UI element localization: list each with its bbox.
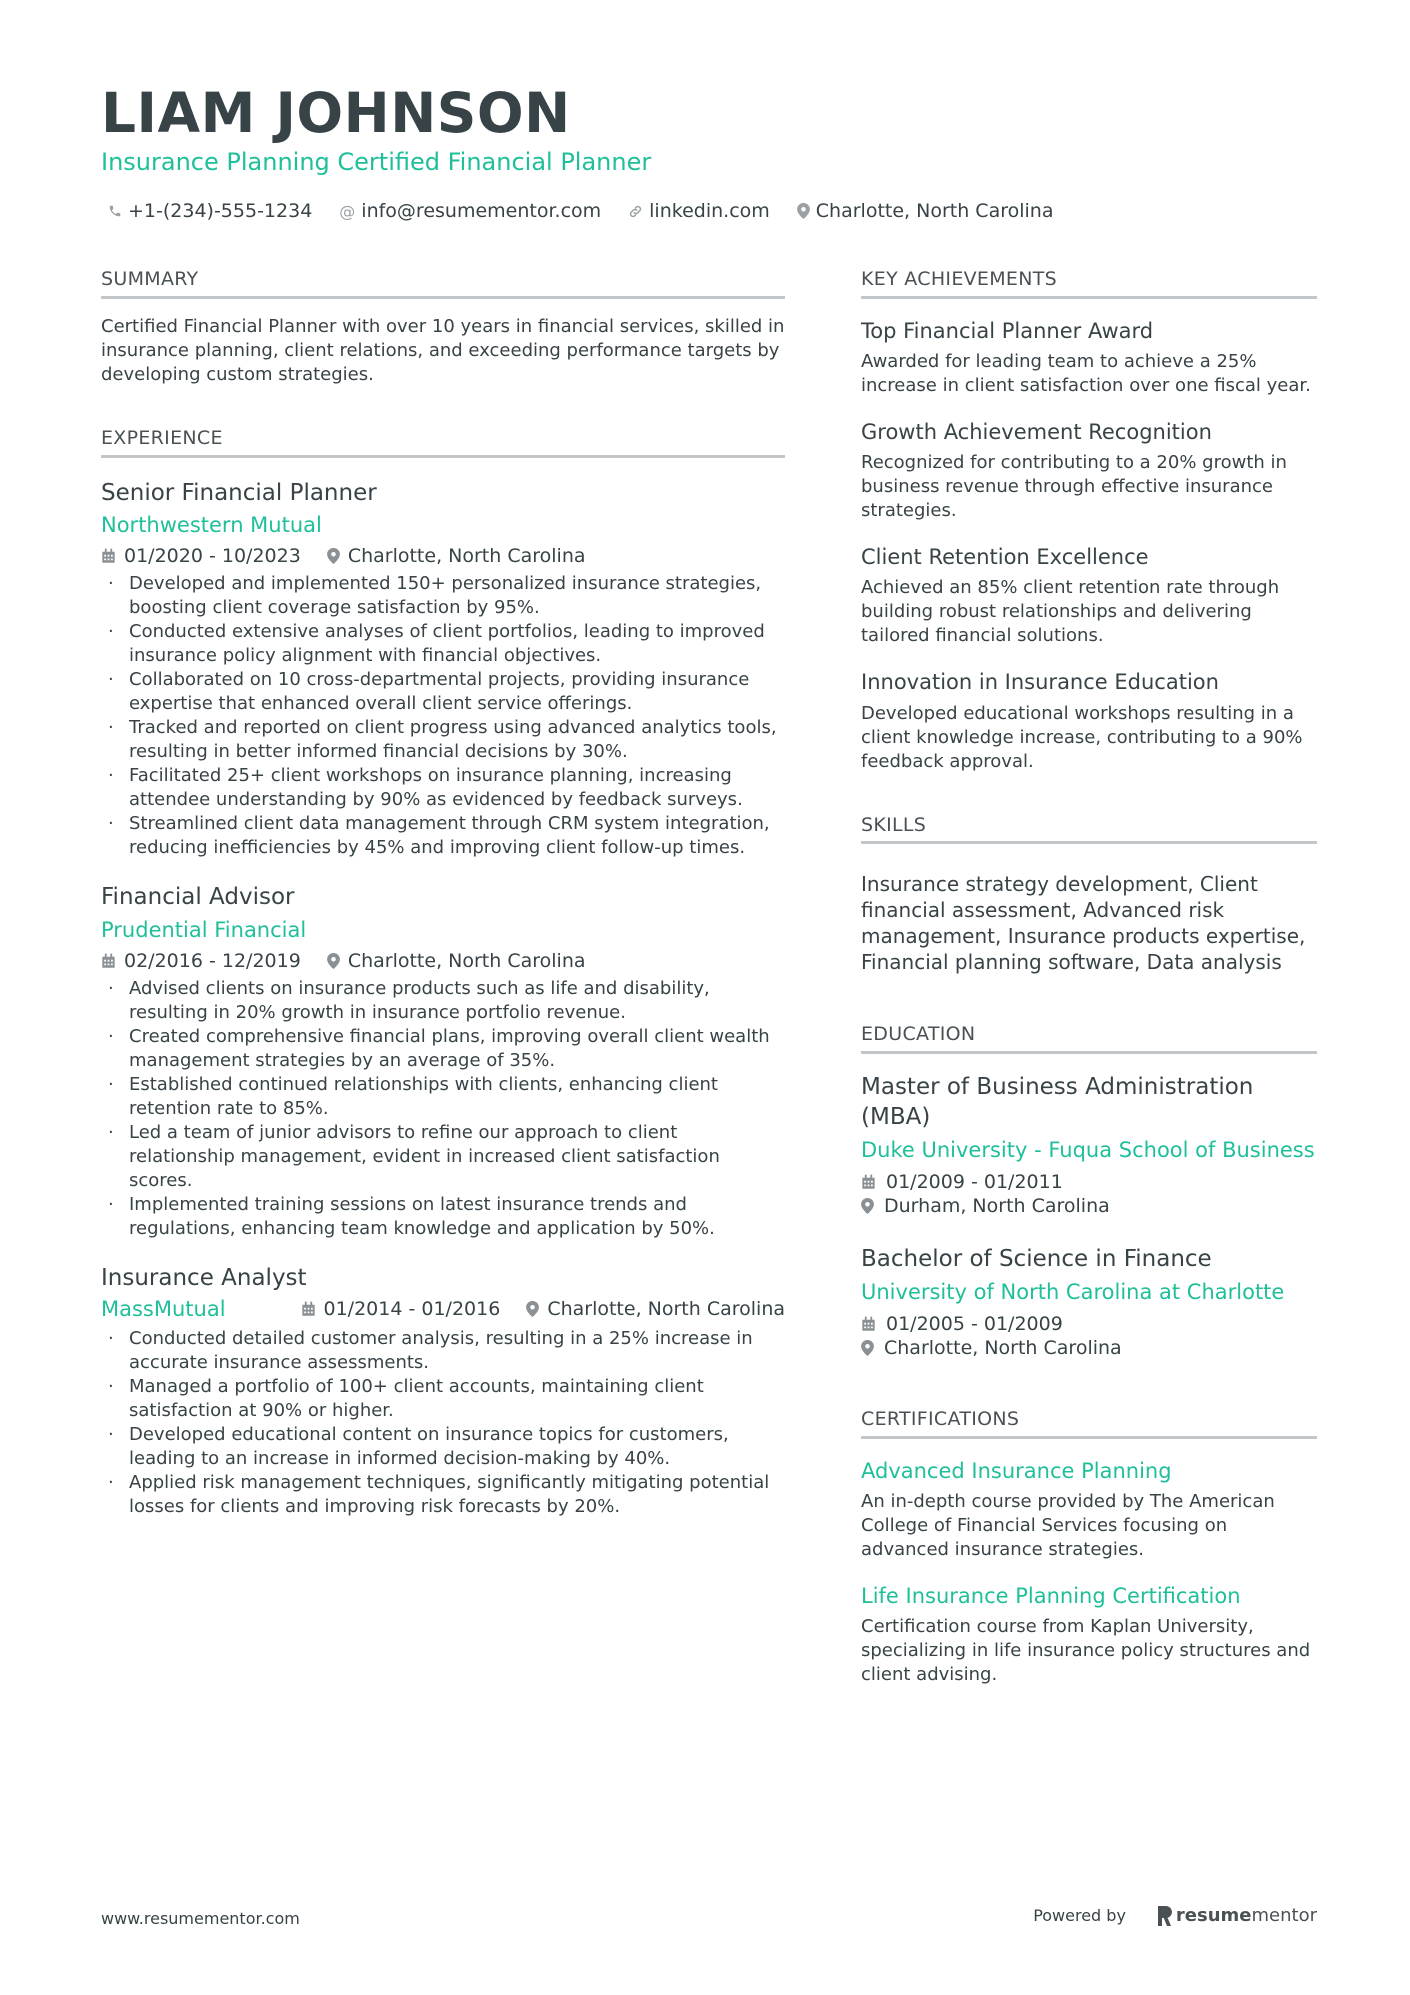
achievement-title: Growth Achievement Recognition [861,419,1212,444]
education-location: Durham, North Carolina [884,1195,1110,1218]
job-dates [101,545,301,567]
contact-location [797,200,1054,222]
job-location-text: Charlotte, North Carolina [347,950,586,973]
summary-section [101,268,785,387]
job-location [327,950,586,972]
job-dates-text: 01/2014 - 01/2016 [323,1298,501,1321]
brand-bold: resume [1175,1905,1252,1926]
list-item: · Conducted extensive analyses of client portfolios, leading to improved insurance policy alignment with financial objectives. [101,620,785,668]
achievement-item [861,319,1317,398]
job-location-text: Charlotte, North Carolina [347,545,586,568]
education-degree: Bachelor of Science in Finance [861,1246,1212,1273]
education-dates: 01/2009 - 01/2011 [886,1171,1063,1194]
list-item: · Facilitated 25+ client workshops on insurance planning, increasing attendee understanding by 90% as evidenced by feedback surveys. [101,764,785,812]
job-dates [301,1298,501,1320]
certification-title: Advanced Insurance Planning [861,1458,1172,1483]
summary-heading: SUMMARY [101,268,785,299]
phone-icon [108,204,122,218]
education-item [861,1072,1317,1218]
calendar-icon [861,1174,876,1190]
skills-heading: SKILLS [861,814,1317,845]
job-location [526,1298,785,1320]
job-location [327,545,586,567]
link-icon [628,204,643,219]
certifications-section [861,1408,1317,1687]
list-item: · Applied risk management techniques, significantly mitigating potential losses for clients and improving risk forecasts by 20%. [101,1471,785,1519]
calendar-icon [101,548,116,564]
achievement-item [861,670,1317,773]
job-meta [301,1298,786,1320]
education-location: Charlotte, North Carolina [884,1337,1122,1360]
job-meta [101,950,785,972]
list-item: · Developed and implemented 150+ personalized insurance strategies, boosting client coverage satisfaction by 95%. [101,572,785,620]
brand-logo-icon [1156,1906,1172,1926]
education-section [861,1023,1317,1360]
education-item [861,1244,1317,1360]
contact-bar [108,200,1080,222]
contact-linkedin-text: linkedin.com [649,200,770,222]
brand-logo[interactable] [1156,1905,1317,1926]
candidate-name: LIAM JOHNSON [101,81,571,145]
list-item: · Implemented training sessions on latest insurance trends and regulations, enhancing team knowledge and application by 50%. [101,1193,785,1241]
achievement-desc: Developed educational workshops resulting in a client knowledge increase, contributing to a 90% feedback approval. [861,702,1303,772]
job-entry [101,884,785,1241]
education-meta [861,1312,1317,1360]
job-dates [101,950,301,972]
education-school: Duke University - Fuqua School of Business [861,1138,1315,1163]
skills-text: Insurance strategy development, Client financial assessment, Advanced risk management, Insurance products expertise, Financial planning software, Data analysis [861,872,1306,975]
list-item: · Advised clients on insurance products such as life and disability, resulting in 20% growth in insurance portfolio revenue. [101,977,785,1025]
job-title: Financial Advisor [101,884,295,911]
job-entry [101,1265,785,1519]
calendar-icon [101,953,116,969]
achievement-title: Client Retention Excellence [861,545,1149,570]
list-item: · Conducted detailed customer analysis, resulting in a 25% increase in accurate insurance assessments. [101,1327,785,1375]
job-bullets [101,977,785,1241]
achievement-item [861,545,1317,648]
location-pin-icon [327,548,340,564]
location-pin-icon [861,1340,874,1356]
job-location-text: Charlotte, North Carolina [547,1298,785,1321]
contact-email-text: info@resumementor.com [361,200,602,222]
experience-heading: EXPERIENCE [101,427,785,458]
calendar-icon [861,1316,876,1332]
list-item: · Tracked and reported on client progress using advanced analytics tools, resulting in better informed financial decisions by 30%. [101,716,785,764]
footer-brand [1033,1905,1317,1926]
location-pin-icon [797,203,810,219]
contact-email[interactable] [339,200,601,222]
job-meta [101,545,785,567]
job-company: Northwestern Mutual [101,513,322,538]
job-company: MassMutual [101,1296,226,1321]
job-title: Insurance Analyst [101,1265,307,1292]
achievements-section [861,268,1317,774]
experience-section [101,427,785,1519]
list-item: · Developed educational content on insurance topics for customers, leading to an increase in informed decision-making by 40%. [101,1423,785,1471]
job-bullets [101,572,785,860]
list-item: · Created comprehensive financial plans, improving overall client wealth management strategies by an average of 35%. [101,1025,785,1073]
candidate-title: Insurance Planning Certified Financial Planner [101,148,652,176]
achievement-desc: Recognized for contributing to a 20% growth in business revenue through effective insurance strategies. [861,452,1287,522]
list-item: · Streamlined client data management through CRM system integration, reducing inefficiencies by 45% and improving client follow-up times. [101,812,785,860]
achievement-title: Top Financial Planner Award [861,318,1154,343]
certifications-heading: CERTIFICATIONS [861,1408,1317,1439]
education-heading: EDUCATION [861,1023,1317,1054]
job-title: Senior Financial Planner [101,479,377,506]
education-degree: Master of Business Administration (MBA) [861,1074,1254,1131]
certification-desc: An in-depth course provided by The American College of Financial Services focusing on advanced insurance strategies. [861,1491,1275,1561]
list-item: · Established continued relationships with clients, enhancing client retention rate to 85%. [101,1073,785,1121]
achievement-desc: Achieved an 85% client retention rate through building robust relationships and delivering tailored financial solutions. [861,577,1280,647]
contact-phone-text: +1-(234)-555-1234 [128,200,313,222]
calendar-icon [301,1301,316,1317]
location-pin-icon [327,953,340,969]
summary-text: Certified Financial Planner with over 10 years in financial services, skilled in insurance planning, client relations, and exceeding performance targets by developing custom strategies. [101,315,785,385]
education-school: University of North Carolina at Charlotte [861,1280,1285,1305]
powered-by-text: Powered by [1033,1906,1126,1925]
achievement-title: Innovation in Insurance Education [861,670,1219,695]
job-entry [101,480,785,861]
brand-light: mentor [1251,1905,1317,1926]
certification-item [861,1584,1317,1687]
footer-website[interactable]: www.resumementor.com [101,1909,300,1928]
list-item: · Led a team of junior advisors to refine our approach to client relationship management, evident in increased client satisfaction scores. [101,1121,785,1193]
at-icon: @ [339,201,356,221]
contact-phone[interactable] [108,200,312,222]
education-dates: 01/2005 - 01/2009 [886,1313,1063,1336]
job-bullets [101,1327,785,1519]
certification-title: Life Insurance Planning Certification [861,1584,1241,1609]
job-dates-text: 01/2020 - 10/2023 [124,545,301,568]
location-pin-icon [861,1198,874,1214]
certification-desc: Certification course from Kaplan University, specializing in life insurance policy structures and client advising. [861,1616,1311,1686]
achievement-item [861,420,1317,523]
job-company: Prudential Financial [101,917,307,942]
certification-item [861,1459,1317,1562]
list-item: · Managed a portfolio of 100+ client accounts, maintaining client satisfaction at 90% or higher. [101,1375,785,1423]
achievements-heading: KEY ACHIEVEMENTS [861,268,1317,299]
right-column [861,268,1317,1687]
achievement-desc: Awarded for leading team to achieve a 25% increase in client satisfaction over one fiscal year. [861,350,1311,396]
skills-section [861,814,1317,976]
job-company-meta-row [101,1297,785,1322]
contact-location-text: Charlotte, North Carolina [815,200,1054,222]
left-column [101,268,785,1519]
job-dates-text: 02/2016 - 12/2019 [124,950,301,973]
list-item: · Collaborated on 10 cross-departmental projects, providing insurance expertise that enhanced overall client service offerings. [101,668,785,716]
location-pin-icon [526,1301,539,1317]
education-meta [861,1170,1317,1218]
contact-linkedin[interactable] [628,200,770,222]
